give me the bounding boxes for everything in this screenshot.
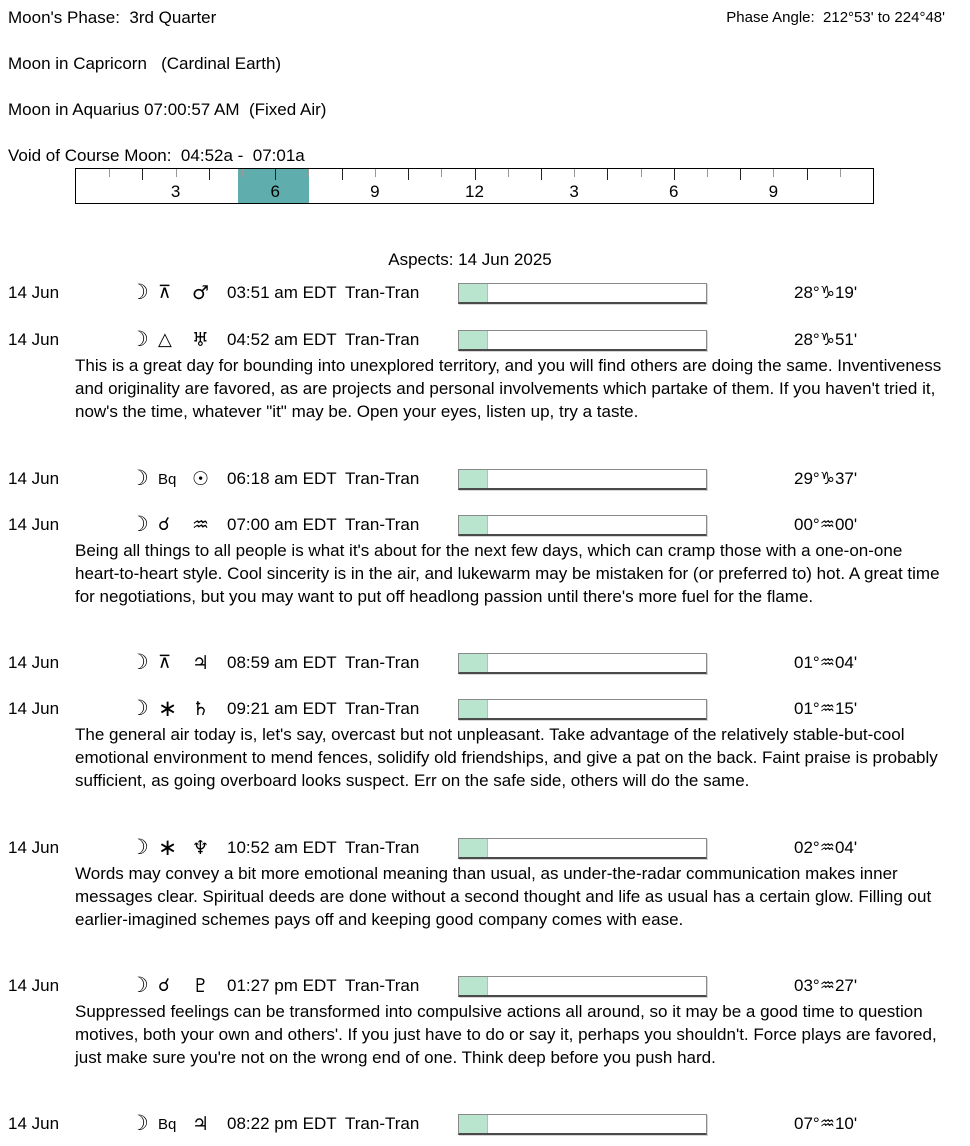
jupiter-icon: ♃ — [192, 1113, 210, 1135]
aspect-time: 09:21 am EDT — [227, 699, 337, 718]
saturn-icon: ♄ — [192, 698, 210, 720]
hour-tick — [176, 169, 177, 177]
aspect-position: 00°♒00' — [794, 515, 858, 534]
aspect-description: The general air today is, let's say, overcast but not unpleasant. Take advantage of the relatively stable-but-cool emotional environment to mend fences, solidify old friendships, and give a pat on the back. Faint praise is probably sufficient, as going overboard looks suspect. Err on the safe side, others will do the same. — [75, 725, 938, 790]
aspect-position: 01°♒15' — [794, 699, 858, 718]
aspect-time: 06:18 am EDT — [227, 469, 337, 488]
hour-tick — [508, 169, 509, 177]
moon-icon: ☽ — [130, 280, 149, 304]
hour-label: 9 — [768, 182, 779, 201]
hour-tick — [773, 169, 774, 177]
hour-label: 9 — [370, 182, 380, 201]
hour-label: 6 — [669, 182, 679, 201]
aspect-time: 01:27 pm EDT — [227, 976, 337, 995]
aspect-time: 04:52 am EDT — [227, 330, 337, 349]
aspect-time: 07:00 am EDT — [227, 515, 337, 534]
aspect-date: 14 Jun — [8, 699, 60, 718]
pluto-icon: ♇ — [192, 975, 210, 997]
hour-label: 3 — [569, 182, 579, 201]
sextile-icon: ∗ — [158, 696, 178, 722]
phase-angle-line: Phase Angle: 212°53' to 224°48' — [726, 9, 945, 26]
hour-tick — [707, 169, 708, 177]
quincunx-icon: ⊼ — [158, 652, 172, 673]
biquintile-icon: Bq — [158, 471, 177, 488]
aspect-progress-bar — [458, 1114, 707, 1135]
aspect-progress-bar — [458, 976, 707, 997]
aspect-date: 14 Jun — [8, 653, 60, 672]
aspect-type: Tran-Tran — [345, 515, 420, 534]
sun-icon: ☉ — [192, 468, 210, 490]
aspect-progress-bar — [458, 838, 707, 859]
aspect-type: Tran-Tran — [345, 976, 420, 995]
aspect-row — [0, 973, 970, 1000]
quincunx-icon: ⊼ — [158, 282, 172, 303]
moon-icon: ☽ — [130, 512, 149, 536]
aspect-progress-bar — [458, 653, 707, 674]
aspect-date: 14 Jun — [8, 515, 60, 534]
aspect-description: Being all things to all people is what it's about for the next few days, which can cramp those with a one-on-one heart-to-heart style. Cool sincerity is in the air, and lukewarm may be mistaken for (or preferred to) hot. A great time for negotiations, but you may want to put off headlong passion until there's more fuel for the flame. — [75, 541, 940, 606]
void-of-course-line: Void of Course Moon: 04:52a - 07:01a — [8, 146, 305, 165]
aspect-type: Tran-Tran — [345, 283, 420, 302]
aspect-row — [0, 696, 970, 723]
aspect-row — [0, 835, 970, 862]
moon-sign-line: Moon in Capricorn (Cardinal Earth) — [8, 54, 282, 73]
aspect-progress-fill — [459, 700, 488, 718]
aspect-type: Tran-Tran — [345, 469, 420, 488]
aspect-row — [0, 650, 970, 677]
aspect-position: 28°♑19' — [794, 283, 858, 302]
hour-tick — [574, 169, 575, 177]
hour-tick — [375, 169, 376, 177]
hour-tick — [607, 169, 608, 180]
hour-tick — [342, 169, 343, 180]
aspect-progress-bar — [458, 515, 707, 536]
aspect-time: 10:52 am EDT — [227, 838, 337, 857]
hour-tick — [807, 169, 808, 180]
aspect-progress-fill — [459, 654, 488, 672]
aspect-row — [0, 1111, 970, 1138]
aspect-progress-fill — [459, 516, 488, 534]
moon-icon: ☽ — [130, 835, 149, 859]
moon-icon: ☽ — [130, 466, 149, 490]
aspect-date: 14 Jun — [8, 976, 60, 995]
aspect-type: Tran-Tran — [345, 838, 420, 857]
hour-tick — [408, 169, 409, 180]
moon-icon: ☽ — [130, 650, 149, 674]
jupiter-icon: ♃ — [192, 652, 210, 674]
aspect-row — [0, 466, 970, 493]
hour-tick — [242, 169, 243, 177]
aspect-row — [0, 512, 970, 539]
hour-tick — [109, 169, 110, 177]
sextile-icon: ∗ — [158, 835, 178, 861]
hour-tick — [475, 169, 476, 180]
aspect-type: Tran-Tran — [345, 653, 420, 672]
hour-tick — [308, 169, 309, 177]
aspect-position: 02°♒04' — [794, 838, 858, 857]
hour-tick — [275, 169, 276, 180]
aspect-time: 08:22 pm EDT — [227, 1114, 337, 1133]
aspect-position: 01°♒04' — [794, 653, 858, 672]
aspect-position: 07°♒10' — [794, 1114, 858, 1133]
aspect-date: 14 Jun — [8, 838, 60, 857]
aspect-progress-fill — [459, 470, 488, 488]
aspect-progress-fill — [459, 1115, 488, 1133]
neptune-icon: ♆ — [192, 837, 210, 859]
hour-tick — [441, 169, 442, 177]
aspects-title: Aspects: 14 Jun 2025 — [388, 250, 552, 269]
aspect-date: 14 Jun — [8, 283, 60, 302]
aspect-row — [0, 327, 970, 354]
moon-icon: ☽ — [130, 696, 149, 720]
hour-tick — [740, 169, 741, 180]
aspect-type: Tran-Tran — [345, 1114, 420, 1133]
hour-tick — [840, 169, 841, 177]
moon-icon: ☽ — [130, 1111, 149, 1135]
aspect-position: 03°♒27' — [794, 976, 858, 995]
trine-icon: △ — [158, 329, 172, 350]
hour-tick — [641, 169, 642, 177]
aspect-time: 08:59 am EDT — [227, 653, 337, 672]
aquarius-icon: ♒ — [192, 514, 210, 536]
moon-icon: ☽ — [130, 327, 149, 351]
hour-tick — [209, 169, 210, 180]
aspect-time: 03:51 am EDT — [227, 283, 337, 302]
aspect-description: This is a great day for bounding into unexplored territory, and you will find others are doing the same. Inventiveness and originality are favored, as are projects and personal involvements which partake of them. If you haven't tried it, now's the time, whatever "it" may be. Open your eyes, listen up, try a taste. — [75, 356, 942, 421]
moon-next-sign-line: Moon in Aquarius 07:00:57 AM (Fixed Air) — [8, 100, 327, 119]
aspect-progress-bar — [458, 283, 707, 304]
aspect-progress-fill — [459, 839, 488, 857]
conjunction-icon: ☌ — [158, 975, 171, 996]
aspect-progress-bar — [458, 330, 707, 351]
aspect-date: 14 Jun — [8, 330, 60, 349]
aspect-description: Words may convey a bit more emotional meaning than usual, as under-the-radar communication makes inner messages clear. Spiritual deeds are done without a second thought and life as usual has a certain glow. Filling out earlier-imagined schemes pays off and keeping good company comes with ease. — [75, 864, 932, 929]
aspect-type: Tran-Tran — [345, 699, 420, 718]
moon-icon: ☽ — [130, 973, 149, 997]
uranus-icon: ♅ — [192, 329, 210, 351]
biquintile-icon: Bq — [158, 1116, 177, 1133]
aspect-date: 14 Jun — [8, 469, 60, 488]
aspect-row — [0, 280, 970, 307]
hour-tick — [674, 169, 675, 180]
aspect-progress-fill — [459, 284, 488, 302]
hour-tick — [541, 169, 542, 180]
aspect-date: 14 Jun — [8, 1114, 60, 1133]
hour-label: 12 — [465, 182, 484, 201]
hour-tick — [142, 169, 143, 180]
hour-label: 3 — [170, 182, 181, 201]
moons-phase-line: Moon's Phase: 3rd Quarter — [8, 8, 217, 27]
aspect-progress-bar — [458, 699, 707, 720]
hour-label: 6 — [270, 182, 280, 201]
aspect-position: 29°♑37' — [794, 469, 858, 488]
aspect-position: 28°♑51' — [794, 330, 858, 349]
aspect-progress-fill — [459, 977, 488, 995]
aspect-progress-bar — [458, 469, 707, 490]
aspect-type: Tran-Tran — [345, 330, 420, 349]
aspect-description: Suppressed feelings can be transformed into compulsive actions all around, so it may be a good time to question motives, both your own and others'. If you just have to do or say it, perhaps you shouldn't. Force plays are favored, just make sure you're not on the wrong end of one. Think deep before you push hard. — [75, 1002, 937, 1067]
mars-icon: ♂ — [192, 282, 210, 304]
aspect-progress-fill — [459, 331, 488, 349]
conjunction-icon: ☌ — [158, 514, 171, 535]
void-of-course-timeline — [75, 168, 874, 204]
